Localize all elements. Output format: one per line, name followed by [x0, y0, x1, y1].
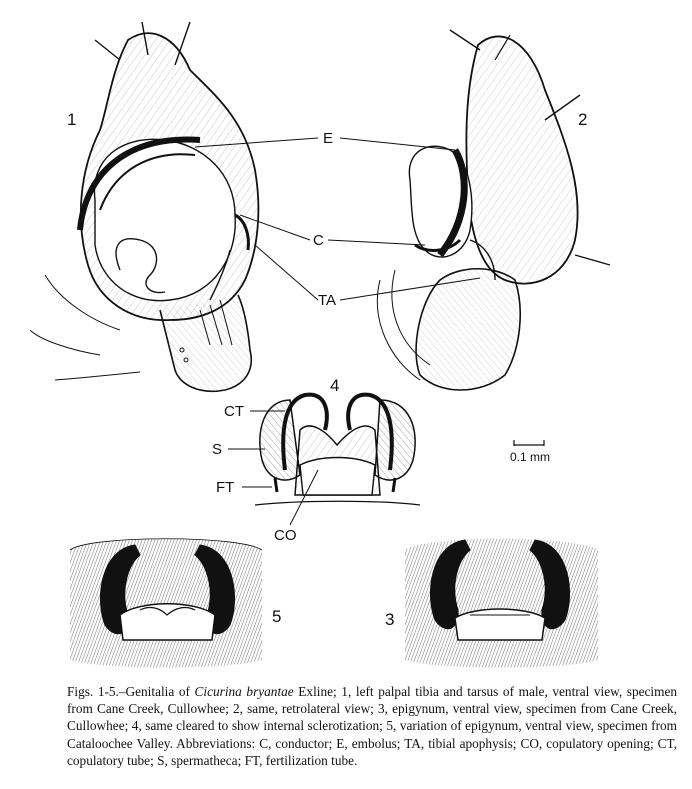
fig2-number: 2	[578, 110, 588, 129]
label-copulatory-tube: CT	[224, 403, 244, 420]
label-tibial-apophysis: TA	[318, 292, 337, 309]
fig1-palp-ventral	[30, 22, 258, 391]
label-spermatheca: S	[212, 441, 223, 458]
fig3-number: 3	[385, 610, 395, 629]
fig5-epigynum-variation	[70, 539, 262, 668]
caption-prefix: Figs. 1-5.–Genitalia of	[67, 684, 195, 699]
label-conductor: C	[313, 232, 324, 249]
scale-bar	[514, 440, 544, 446]
fig2-palp-retrolateral	[377, 30, 610, 390]
fig4-number: 4	[330, 376, 340, 395]
caption-body: Exline; 1, left palpal tibia and tarsus of male, ventral view, specimen from Cane Creek, Cullowhee; 2, same, retrolateral view; 3, epigynum, ventral view, specimen from Cane Creek, Cullowhee; 4, same cleared to show internal sclerotization; 5, variation of epigynum, ventral view, specimen from Cataloochee Valley. Abbreviations: C, conductor; E, embolus; TA, tibial apophysis; CO, copulatory opening; CT, copulatory tube; S, spermatheca; FT, fertilization tube.	[67, 684, 678, 768]
caption-species: Cicurina bryantae	[194, 684, 294, 699]
fig5-number: 5	[272, 607, 282, 626]
fig3-epigynum-ventral	[405, 539, 598, 668]
scale-bar-label: 0.1 mm	[510, 450, 551, 464]
label-copulatory-opening: CO	[274, 527, 297, 544]
figure-caption	[67, 683, 677, 769]
label-fertilization-tube: FT	[216, 479, 235, 496]
fig1-number: 1	[67, 110, 77, 129]
label-embolus: E	[323, 130, 334, 147]
